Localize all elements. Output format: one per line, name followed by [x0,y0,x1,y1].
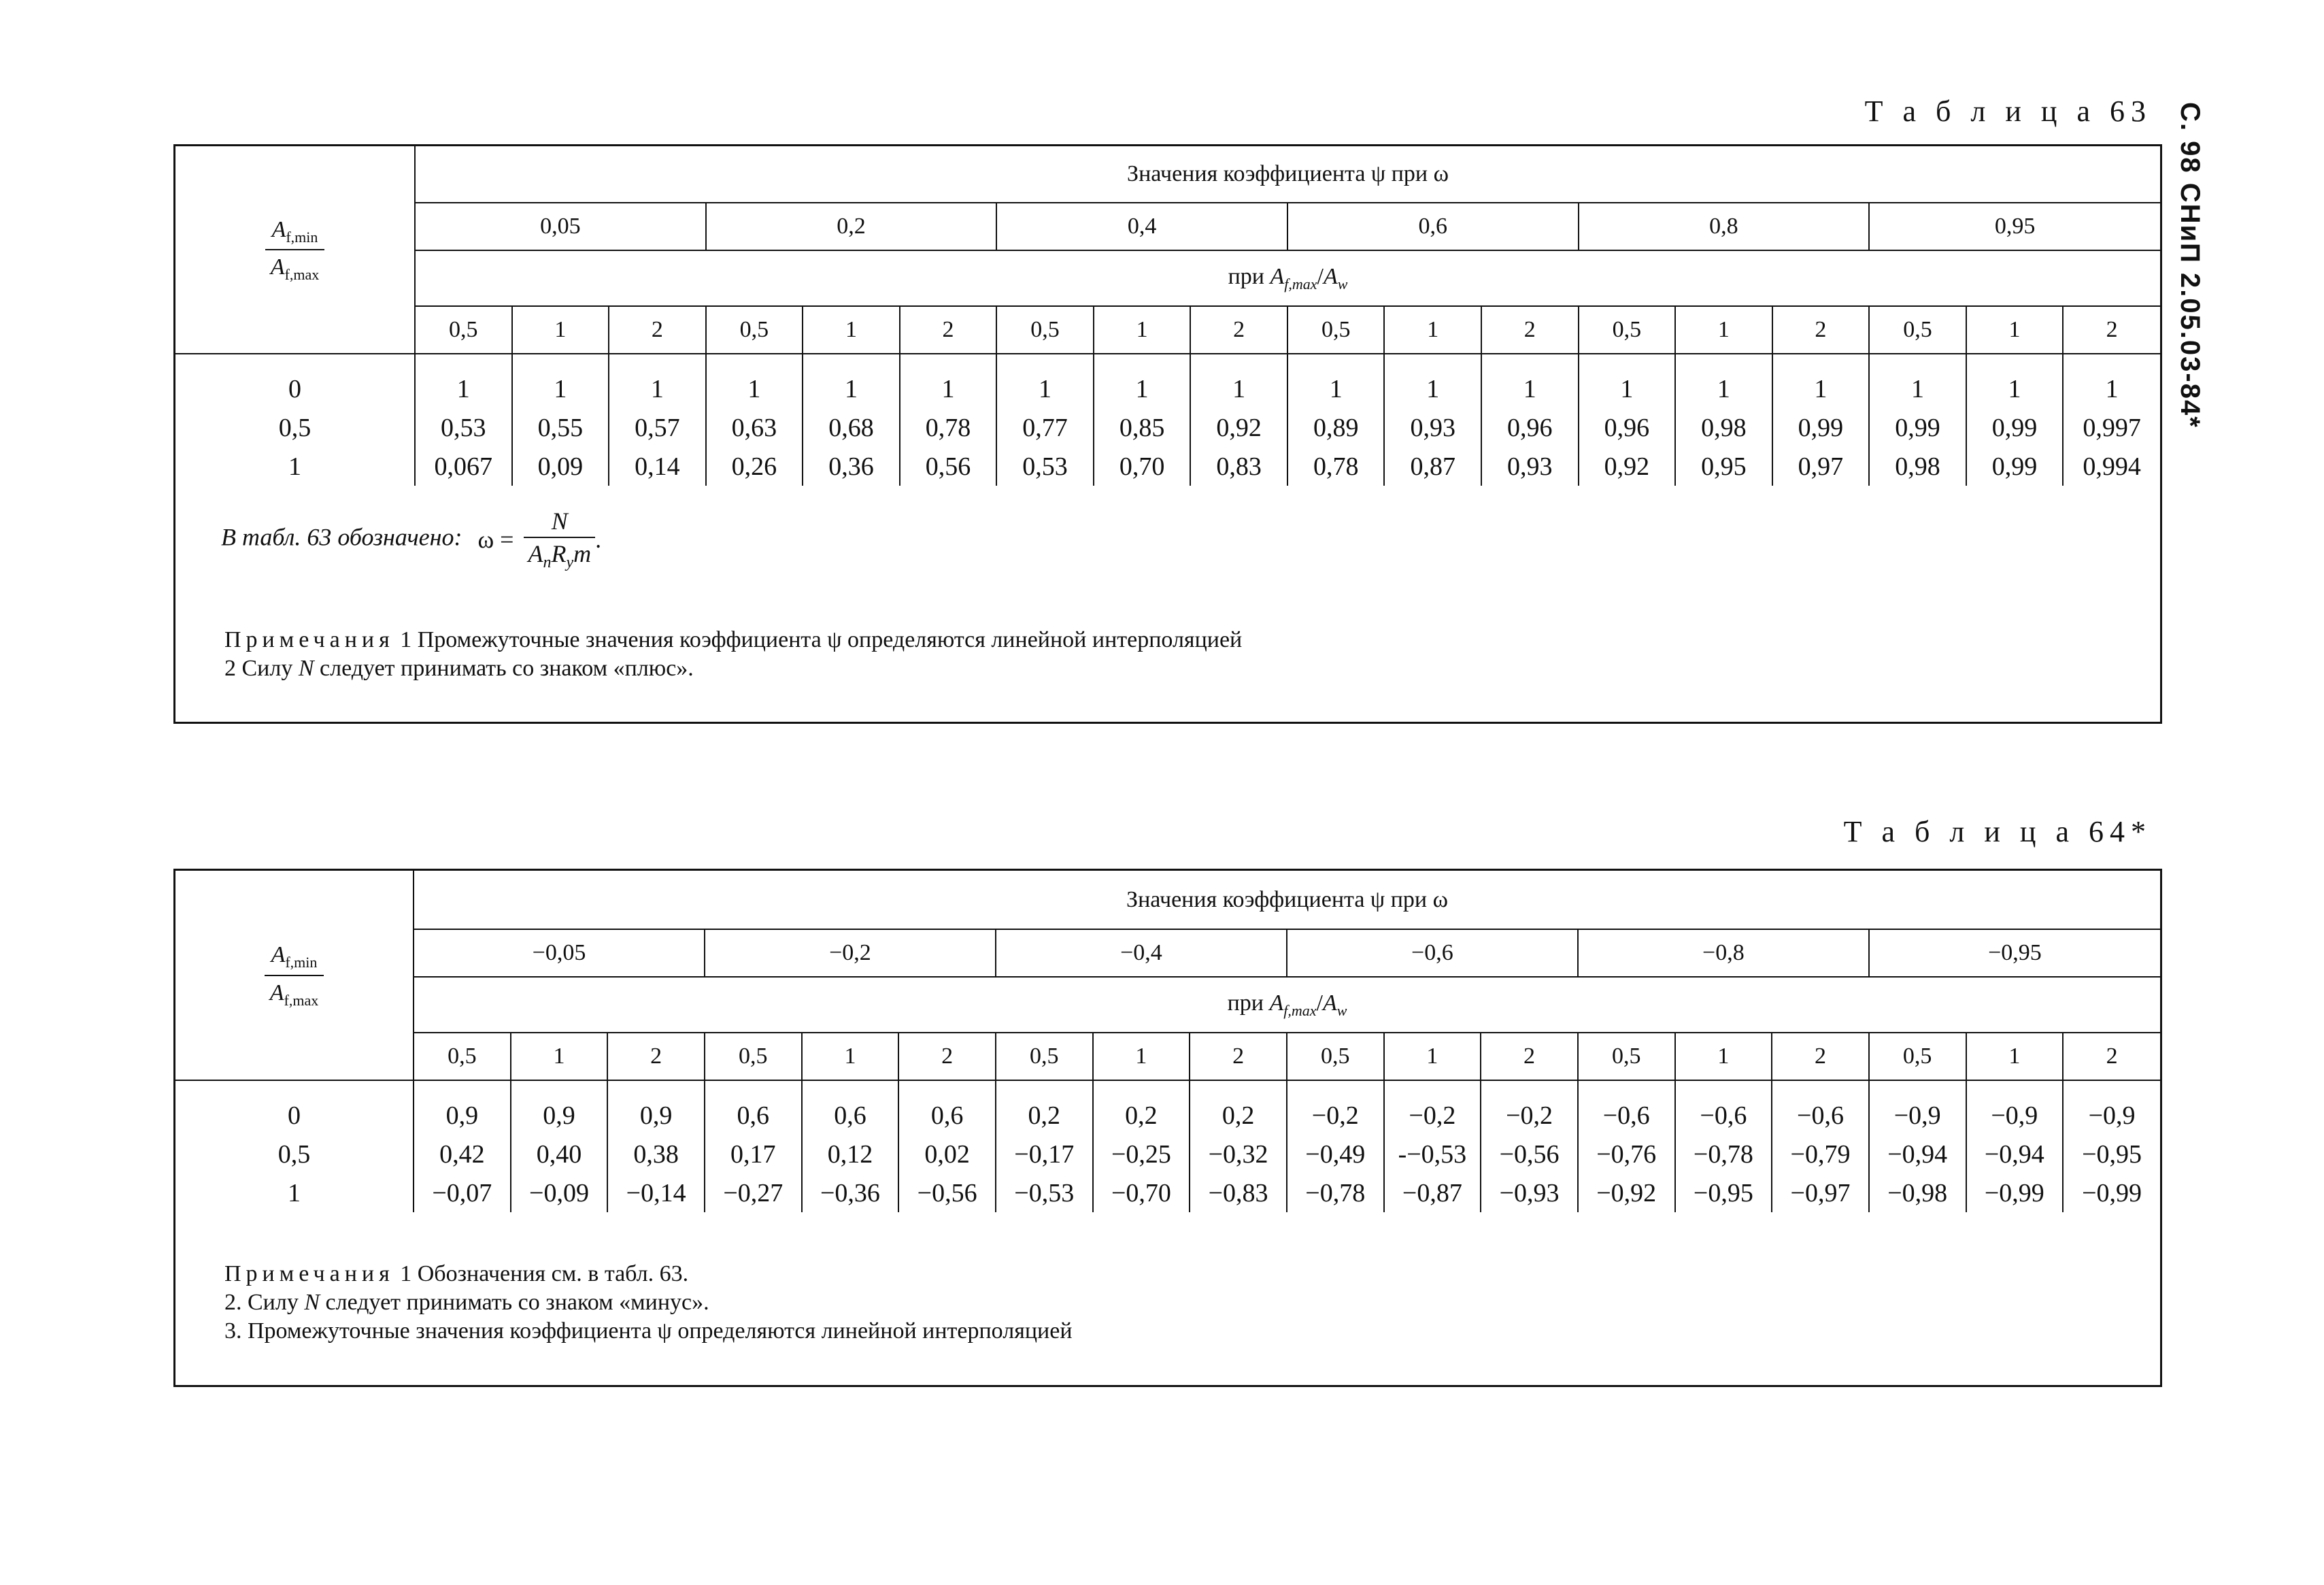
table63-cell: 0,96 [1579,408,1676,447]
table63-row [175,354,2160,408]
table64-ratio-header: 0,5 [996,1033,1093,1080]
table63-ratio-header: 1 [1675,306,1772,354]
table64-ratio-header: 2 [1481,1033,1578,1080]
table63-ratio-header: 2 [1772,306,1870,354]
table64-cell: −0,9 [1966,1080,2064,1135]
table63-cell: 0,78 [900,408,997,447]
table63-ratio-header: 0,5 [706,306,803,354]
table64-omega-header: −0,8 [1578,929,1869,977]
table63-cell: 0,99 [1772,408,1870,447]
table63-ratio-header: 2 [2063,306,2160,354]
table63-cell: 0,78 [1287,447,1385,486]
table63-cell: 1 [1772,354,1870,408]
table64-ratio-header: 2 [607,1033,705,1080]
table63-ratio-header: 1 [1966,306,2064,354]
table64-cell: 0,17 [705,1135,802,1173]
table63-ratio-header: 0,5 [1579,306,1676,354]
table63-cell: 0,89 [1287,408,1385,447]
table63-cell: 0,70 [1094,447,1191,486]
table63-cell: 1 [803,354,900,408]
table64-cell: −0,78 [1675,1135,1772,1173]
table63-cell: 1 [996,354,1094,408]
table63-cell: 1 [1094,354,1191,408]
table64-cell: −0,9 [1869,1080,1966,1135]
table63-note1: Примечания 1 Промежуточные значения коэффициента ψ определяются линейной интерполяцией [224,627,1243,652]
table64-cell: −0,14 [607,1173,705,1212]
table64-ratio-header: 0,5 [1578,1033,1675,1080]
table63-cell: 0,92 [1190,408,1287,447]
table64-cell: −0,6 [1772,1080,1869,1135]
table64-row-label: 1 [175,1173,414,1212]
table64-note3: 3. Промежуточные значения коэффициента ψ определяются линейной интерполяцией [224,1318,1073,1344]
table64-note2: 2. Силу N следует принимать со знаком «минус». [224,1290,709,1315]
table63-cell: 0,87 [1384,447,1481,486]
table64-cell: −0,53 [996,1173,1093,1212]
table63-header-main: Значения коэффициента ψ при ω [415,146,2160,203]
table63-cell: 0,96 [1481,408,1579,447]
table63-frame [173,144,2162,724]
table63-subheader: при $A_{f,max}/A_w$ [415,250,2160,306]
table64-cell: −0,2 [1481,1080,1578,1135]
table64-cell: −0,83 [1190,1173,1287,1212]
table63-omega-header: 0,4 [996,203,1287,250]
table63-row-label: 0,5 [175,408,415,447]
table63-cell: 0,09 [512,447,609,486]
table63-cell: 0,93 [1481,447,1579,486]
table64-cell: 0,9 [607,1080,705,1135]
table64-cell: −0,95 [1675,1173,1772,1212]
table64-row [175,1173,2160,1212]
table63-ratio-header: 0,5 [1287,306,1385,354]
page-header [2164,102,2212,456]
table63-cell: 1 [2063,354,2160,408]
table64-row [175,1135,2160,1173]
table64-frame [173,869,2162,1387]
table64-cell: 0,2 [996,1080,1093,1135]
table64-row-label: 0,5 [175,1135,414,1173]
table63-cell: 1 [415,354,512,408]
table64-cell: 0,6 [802,1080,899,1135]
table64-cell: −0,99 [1966,1173,2064,1212]
table63-cell: 0,56 [900,447,997,486]
table64-cell: −0,78 [1287,1173,1384,1212]
table64-cell: 0,9 [414,1080,511,1135]
table63-cell: 0,77 [996,408,1094,447]
table63-ratio-header: 1 [1384,306,1481,354]
table63-ratio-header: 1 [512,306,609,354]
table63-cell: 0,95 [1675,447,1772,486]
table64-cell: 0,6 [898,1080,996,1135]
table63-cell: 1 [1966,354,2064,408]
table64-ratio-header: 2 [2063,1033,2160,1080]
table64-cell: 0,38 [607,1135,705,1173]
table63-cell: 0,57 [609,408,706,447]
table64-ratio-header: 1 [1093,1033,1190,1080]
table63-cell: 1 [706,354,803,408]
table64-cell: −0,32 [1190,1135,1287,1173]
table64-cell: -−0,53 [1384,1135,1481,1173]
table63-formula: В табл. 63 обозначено: ω = N $A_nR_ym$ . [221,507,602,572]
table64-cell: −0,98 [1869,1173,1966,1212]
table63-cell: 0,99 [1966,447,2064,486]
table63-cell: 0,067 [415,447,512,486]
table64-cell: −0,95 [2063,1135,2160,1173]
table64-omega-header: −0,6 [1287,929,1578,977]
table64-stub-header [175,871,414,1080]
table63-row-label: 0 [175,354,415,408]
table63-row [175,408,2160,447]
table64-ratio-header: 0,5 [1869,1033,1966,1080]
table64-cell: −0,56 [898,1173,996,1212]
table63-cell: 1 [609,354,706,408]
table64-ratio-header: 0,5 [1287,1033,1384,1080]
table63-row [175,447,2160,486]
table63 [175,146,2160,486]
table64-ratio-header: 1 [511,1033,608,1080]
table63-cell: 0,99 [1869,408,1966,447]
table64-cell: −0,79 [1772,1135,1869,1173]
table63-cell: 0,68 [803,408,900,447]
table63-ratio-header: 2 [609,306,706,354]
table63-cell: 0,98 [1869,447,1966,486]
table64-cell: −0,93 [1481,1173,1578,1212]
table64-caption: Т а б л и ц а 64* [1843,815,2152,848]
table64-cell: −0,97 [1772,1173,1869,1212]
table63-stub-header [175,146,415,354]
table63-ratio-header: 2 [1481,306,1579,354]
table64-ratio-header: 2 [898,1033,996,1080]
table64-omega-header: −0,2 [705,929,996,977]
table64 [175,871,2160,1212]
table63-cell: 0,83 [1190,447,1287,486]
table63-cell: 1 [1190,354,1287,408]
table63-cell: 1 [900,354,997,408]
table63-cell: 0,994 [2063,447,2160,486]
table63-ratio-header: 2 [1190,306,1287,354]
table64-cell: 0,2 [1190,1080,1287,1135]
table64-cell: −0,92 [1578,1173,1675,1212]
table63-cell: 0,36 [803,447,900,486]
table63-omega-header: 0,2 [706,203,997,250]
table64-cell: −0,9 [2063,1080,2160,1135]
table64-note1: Примечания 1 Обозначения см. в табл. 63. [224,1261,689,1286]
table63-cell: 0,26 [706,447,803,486]
table63-cell: 0,53 [996,447,1094,486]
table63-cell: 0,14 [609,447,706,486]
table63-caption: Т а б л и ц а 63 [1864,95,2152,128]
table64-cell: −0,2 [1384,1080,1481,1135]
table63-cell: 0,93 [1384,408,1481,447]
table64-ratio-header: 1 [1675,1033,1772,1080]
table63-ratio-header: 0,5 [1869,306,1966,354]
table64-cell: −0,17 [996,1135,1093,1173]
table64-cell: 0,40 [511,1135,608,1173]
table63-omega-header: 0,6 [1287,203,1579,250]
table63-cell: 1 [1287,354,1385,408]
table64-cell: −0,6 [1578,1080,1675,1135]
table63-cell: 0,53 [415,408,512,447]
table63-row-label: 1 [175,447,415,486]
table64-cell: 0,12 [802,1135,899,1173]
table64-subheader: при $A_{f,max}/A_w$ [414,977,2160,1033]
page-header-text: С. 98 СНиП 2.05.03-84* [2175,102,2205,429]
table64-cell: 0,42 [414,1135,511,1173]
table63-ratio-header: 0,5 [415,306,512,354]
table64-header-main: Значения коэффициента ψ при ω [414,871,2160,929]
table64-cell: −0,70 [1093,1173,1190,1212]
table64-cell: −0,49 [1287,1135,1384,1173]
table64-cell: −0,09 [511,1173,608,1212]
table64-cell: 0,02 [898,1135,996,1173]
table64-cell: −0,56 [1481,1135,1578,1173]
table64-cell: −0,94 [1966,1135,2064,1173]
table63-cell: 0,85 [1094,408,1191,447]
table63-cell: 1 [1675,354,1772,408]
table64-ratio-header: 1 [1384,1033,1481,1080]
table63-ratio-header: 1 [1094,306,1191,354]
table64-omega-header: −0,4 [996,929,1287,977]
table63-cell: 1 [1384,354,1481,408]
table64-row-label: 0 [175,1080,414,1135]
table64-cell: 0,2 [1093,1080,1190,1135]
table64-stub-fraction: $\frac{A_{f,min}}{A_{f,max}}$ [265,941,324,1010]
table64-ratio-header: 2 [1772,1033,1869,1080]
table64-ratio-header: 1 [1966,1033,2064,1080]
table63-cell: 1 [1481,354,1579,408]
table64-cell: −0,07 [414,1173,511,1212]
table64-ratio-header: 0,5 [414,1033,511,1080]
table63-ratio-header: 1 [803,306,900,354]
table64-notes [224,1260,1073,1346]
table63-ratio-header: 0,5 [996,306,1094,354]
table64-cell: 0,9 [511,1080,608,1135]
table63-notes [224,626,1242,683]
table63-cell: 1 [1579,354,1676,408]
table64-ratio-header: 2 [1190,1033,1287,1080]
table63-cell: 0,99 [1966,408,2064,447]
table64-cell: −0,6 [1675,1080,1772,1135]
table63-ratio-header: 2 [900,306,997,354]
table64-ratio-header: 1 [802,1033,899,1080]
table64-cell: −0,87 [1384,1173,1481,1212]
table64-omega-header: −0,95 [1869,929,2160,977]
table63-cell: 0,97 [1772,447,1870,486]
table64-row [175,1080,2160,1135]
table64-ratio-header: 0,5 [705,1033,802,1080]
table63-omega-header: 0,05 [415,203,706,250]
table64-cell: 0,6 [705,1080,802,1135]
table64-cell: −0,27 [705,1173,802,1212]
table63-cell: 1 [512,354,609,408]
table63-cell: 1 [1869,354,1966,408]
table63-stub-fraction: $\frac{A_{f,min}}{A_{f,max}}$ [265,216,324,284]
table63-cell: 0,997 [2063,408,2160,447]
table64-cell: −0,36 [802,1173,899,1212]
table64-cell: −0,99 [2063,1173,2160,1212]
table63-cell: 0,55 [512,408,609,447]
table64-cell: −0,2 [1287,1080,1384,1135]
table63-cell: 0,98 [1675,408,1772,447]
table63-note2: 2 Силу N следует принимать со знаком «плюс». [224,656,694,681]
table63-omega-header: 0,8 [1579,203,1870,250]
table63-cell: 0,63 [706,408,803,447]
table64-omega-header: −0,05 [414,929,705,977]
table64-cell: −0,76 [1578,1135,1675,1173]
table63-cell: 0,92 [1579,447,1676,486]
table64-cell: −0,94 [1869,1135,1966,1173]
table64-cell: −0,25 [1093,1135,1190,1173]
table63-omega-header: 0,95 [1869,203,2160,250]
